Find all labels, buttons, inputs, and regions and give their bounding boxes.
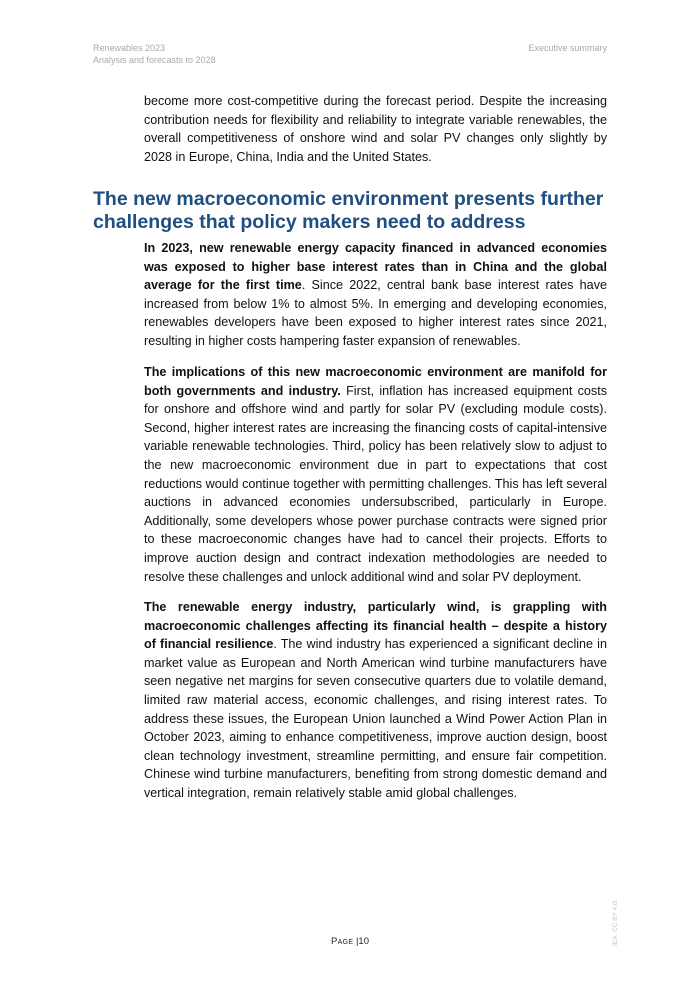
report-title: Renewables 2023 [93,43,166,53]
section-name: Executive summary [528,43,607,53]
paragraph-lead: In 2023, new renewable energy capacity financed in advanced economies was exposed to higher base interest rates than in China and the global average for the first time [144,241,607,293]
report-identity [93,42,216,66]
paragraph-body: . The wind industry has experienced a significant decline in market value as European and North American wind turbine manufacturers have seen negative net margins for seven consecutive quarters due to volatile demand, limited raw material access, economic challenges, and rising interest rates. To address these issues, the European Union launched a Wind Power Action Plan in October 2023, aiming to enhance competitiveness, improve auction design, boost clean technology investment, streamline permitting, and ensure fair competition. Chinese wind turbine manufacturers, benefiting from strong domestic demand and vertical integration, remain relatively stable amid global challenges. [144,637,607,800]
page-label: Page [330,936,354,947]
paragraph-interest-rates [144,239,607,351]
page-footer [0,936,700,947]
paragraph-body: First, inflation has increased equipment costs for onshore and offshore wind and partly for solar PV (excluding module costs). Second, higher interest rates are increasing the financing costs of capital-intensive variable renewable technologies. Third, policy has been relatively slow to adjust to the new macroeconomic environment due in part to expectations that cost reductions would continue together with permitting challenges. This has left several auctions in advanced economies undersubscribed, particularly in Europe. Additionally, some developers whose power purchase contracts were signed prior to these macroeconomic changes have had to cancel their projects. Efforts to improve auction design and contract indexation methodologies are needed to resolve these challenges and unlock additional wind and solar PV deployment. [144,383,608,584]
paragraph-implications [144,363,607,586]
section-heading: The new macroeconomic environment presents further challenges that policy makers need to address [93,188,604,233]
intro-paragraph: become more cost-competitive during the forecast period. Despite the increasing contribution needs for flexibility and reliability to integrate variable renewables, the overall competitiveness of onshore wind and solar PV changes only slightly by 2028 in Europe, China, India and the United States. [144,94,607,164]
page-separator: | [355,936,359,947]
paragraph-lead: The implications of this new macroeconomic environment are manifold for both governments and industry. [144,365,607,398]
report-subtitle: Analysis and forecasts to 2028 [93,55,216,65]
paragraph-body: . Since 2022, central bank base interest rates have increased from below 1% to almost 5%. In emerging and developing economies, renewables developers have been exposed to higher interest rates since 2021, resulting in higher costs hampering faster expansion of renewables. [144,278,607,348]
paragraph-lead: The renewable energy industry, particularly wind, is grappling with macroeconomic challenges affecting its financial health – despite a history of financial resilience [144,600,607,652]
paragraph-wind-industry [144,598,607,803]
license-notice: IEA. CC BY 4.0. [612,899,619,946]
page-number: 10 [358,936,369,947]
running-header [93,42,607,66]
